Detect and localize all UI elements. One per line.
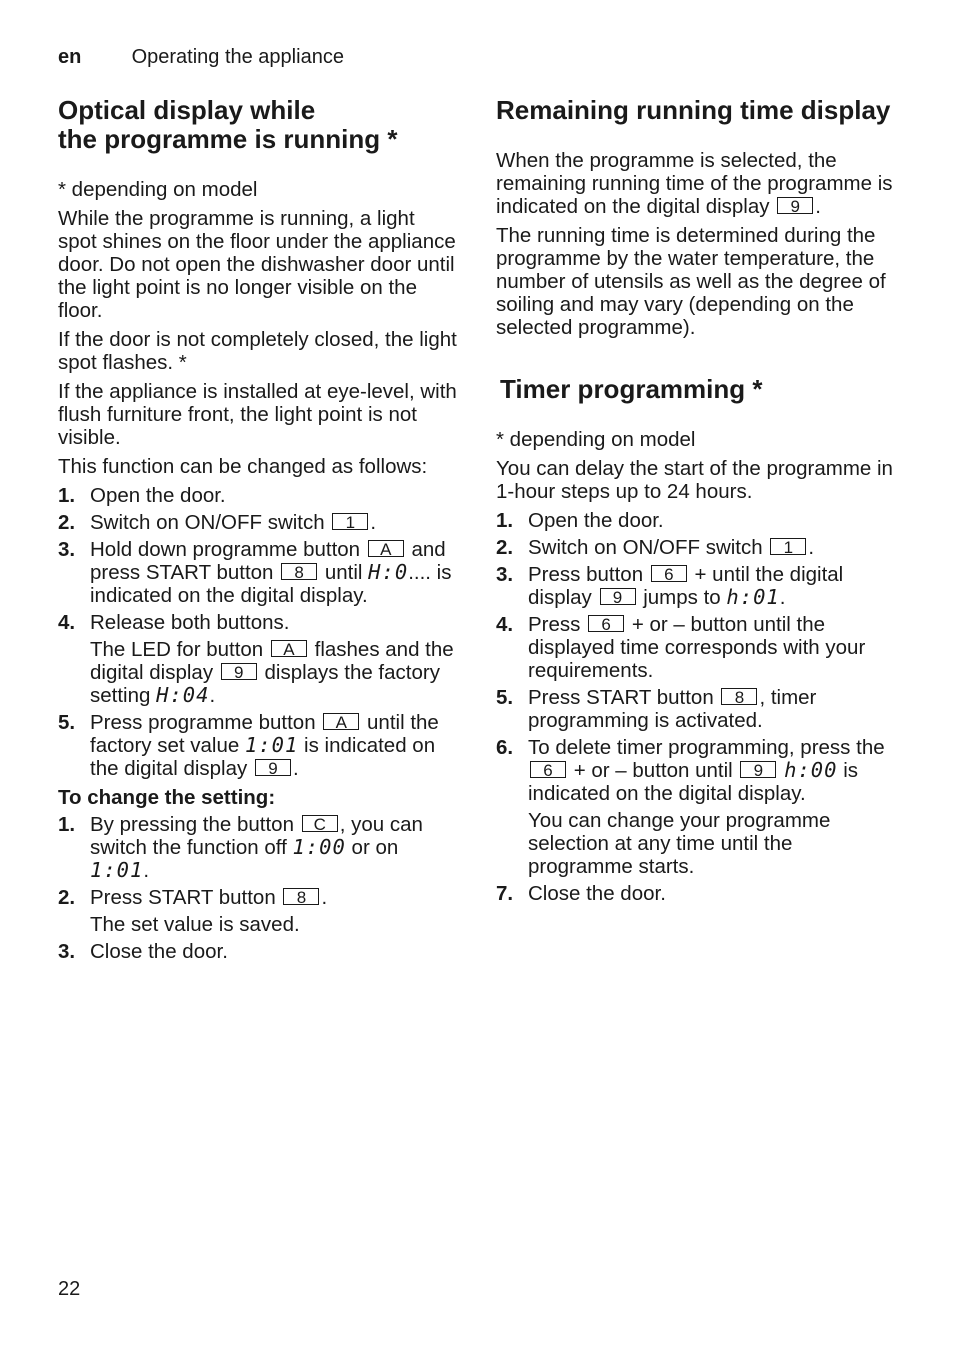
left-column	[58, 96, 458, 969]
list-item: 1. By pressing the button C , you can switch the function off 1:00 or on 1:01.	[58, 813, 423, 882]
timer-programming-heading: Timer programming *	[500, 374, 763, 404]
switch-key: 1	[332, 513, 368, 530]
paragraph: If the door is not completely closed, the light spot flashes. *	[58, 328, 457, 374]
switch-key: 1	[770, 538, 806, 555]
programme-key: A	[323, 713, 359, 730]
list-item: 3. Close the door.	[58, 940, 228, 963]
optical-display-heading: Optical display while the programme is running *	[58, 95, 398, 154]
display-readout: 1:00	[292, 835, 346, 859]
paragraph: While the programme is running, a light spot shines on the floor under the appliance door. Do not open the dishwasher door until the light point is no longer visible on the floor.	[58, 207, 456, 322]
list-item: 1. Open the door.	[496, 509, 664, 532]
list-item: 7. Close the door.	[496, 882, 666, 905]
display-key: 9	[255, 759, 291, 776]
list-item: 3. Hold down programme button A and press START button 8 until H:0.... is indicated on the digital display.	[58, 538, 452, 607]
programme-key: A	[368, 540, 404, 557]
change-setting-steps	[58, 813, 458, 963]
timer-key: 6	[530, 761, 566, 778]
paragraph: This function can be changed as follows:	[58, 455, 428, 478]
start-key: 8	[721, 688, 757, 705]
paragraph: The running time is determined during the programme by the water temperature, the number of utensils as well as the degree of soiling and may vary (depending on the selected programme).	[496, 224, 886, 339]
display-readout: H:0	[368, 560, 409, 584]
section-title: Operating the appliance	[131, 46, 344, 68]
list-item: 2. Switch on ON/OFF switch 1 .	[496, 536, 815, 559]
display-readout: H:04	[156, 683, 210, 707]
list-item: 4. Press 6 + or – button until the displayed time corresponds with your requirements.	[496, 613, 866, 682]
display-key: 9	[600, 588, 636, 605]
display-key: 9	[740, 761, 776, 778]
change-setting-heading: To change the setting:	[58, 786, 276, 809]
change-function-steps	[58, 484, 458, 780]
timer-steps	[496, 509, 896, 905]
remaining-time-heading: Remaining running time display	[496, 95, 891, 125]
display-key: 9	[777, 197, 813, 214]
display-readout: h:00	[784, 758, 838, 782]
page-number: 22	[58, 1278, 81, 1300]
timer-key: 6	[651, 565, 687, 582]
model-note: * depending on model	[496, 428, 696, 451]
paragraph: When the programme is selected, the remaining running time of the programme is indicated on the digital display 9 .	[496, 149, 893, 218]
model-note: * depending on model	[58, 178, 258, 201]
list-item: 4. Release both buttons. The LED for button A flashes and the digital display 9 displays the factory setting H:04.	[58, 611, 454, 707]
list-item: 2. Switch on ON/OFF switch 1 .	[58, 511, 377, 534]
language-code: en	[58, 46, 82, 68]
paragraph: If the appliance is installed at eye-level, with flush furniture front, the light point is not visible.	[58, 380, 457, 449]
list-item: 5. Press programme button A until the factory set value 1:01 is indicated on the digital display 9 .	[58, 711, 439, 780]
display-readout: h:01	[726, 585, 780, 609]
paragraph: You can delay the start of the programme in 1-hour steps up to 24 hours.	[496, 457, 893, 503]
list-item: 2. Press START button 8 . The set value is saved.	[58, 886, 328, 936]
start-key: 8	[281, 563, 317, 580]
list-item: 5. Press START button 8 , timer programming is activated.	[496, 686, 817, 732]
right-column	[496, 96, 896, 911]
timer-key: 6	[588, 615, 624, 632]
list-item: 6. To delete timer programming, press the 6 + or – button until 9 h:00 is indicated on the digital display. You can change your programme selection at any time until the programme starts.	[496, 736, 885, 878]
display-readout: 1:01	[244, 733, 299, 757]
display-key: 9	[221, 663, 257, 680]
display-readout: 1:01	[90, 858, 144, 882]
function-key: C	[302, 815, 338, 832]
programme-key: A	[271, 640, 307, 657]
page-header	[58, 46, 344, 69]
list-item: 1. Open the door.	[58, 484, 226, 507]
start-key: 8	[283, 888, 319, 905]
list-item: 3. Press button 6 + until the digital display 9 jumps to h:01.	[496, 563, 844, 609]
